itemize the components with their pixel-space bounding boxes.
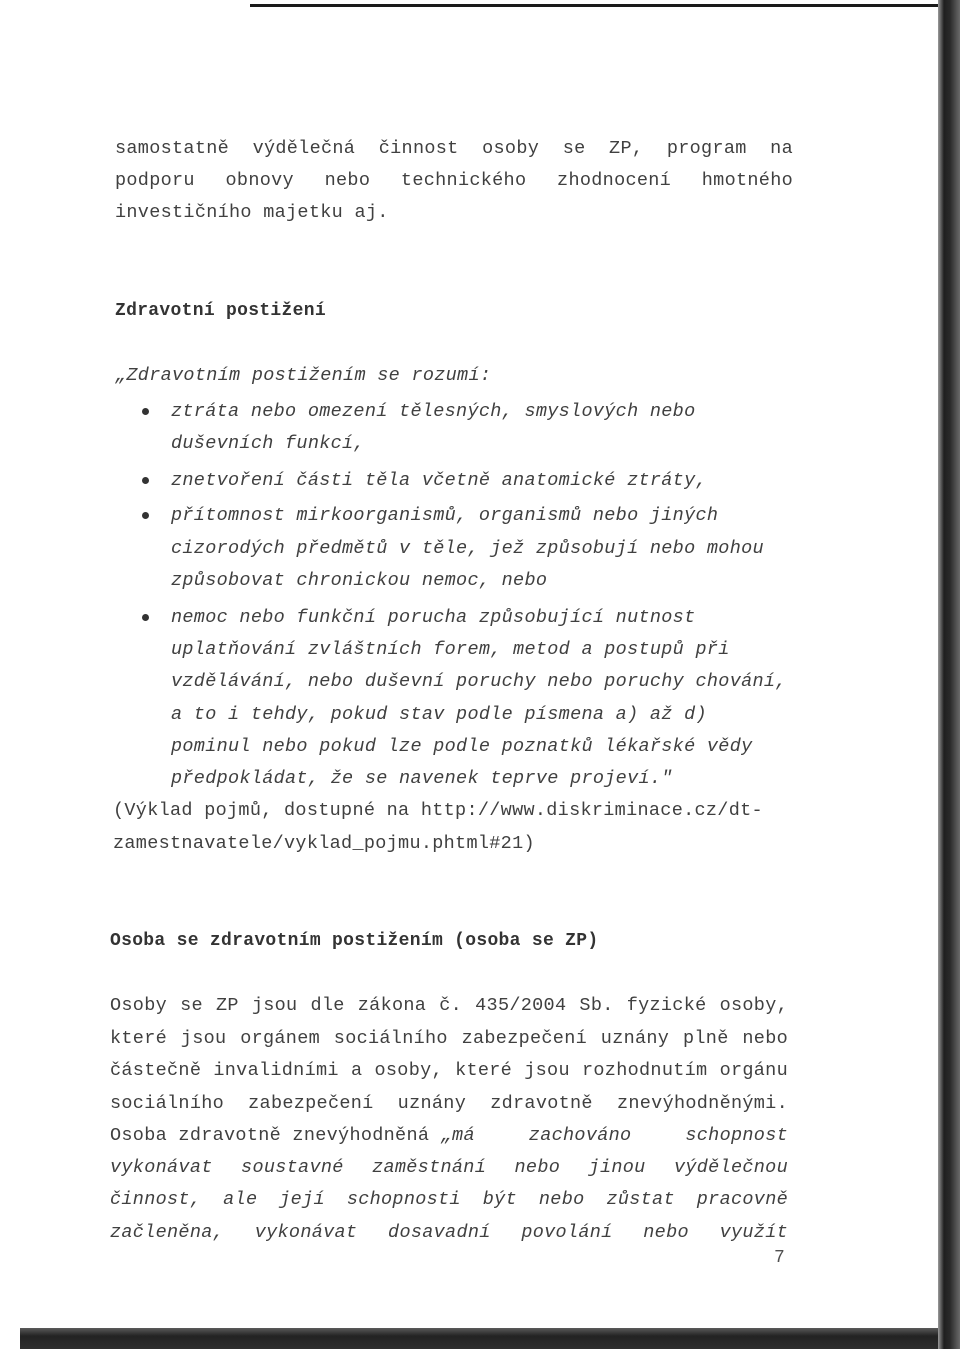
bullet-line: ztráta nebo omezení tělesných, smyslových nebo [171, 401, 696, 422]
paragraph-plain-text: Osoba zdravotně znevýhodněná [110, 1125, 441, 1146]
paragraph-line: Osoby se ZP jsou dle zákona č. 435/2004 Sb. fyzické osoby, [110, 995, 788, 1016]
bullet-marker [142, 614, 149, 621]
bullet-line: uplatňování zvláštních forem, metod a postupů při [171, 639, 730, 660]
paragraph-line: začleněna, vykonávat dosavadní povolání nebo využít [110, 1222, 788, 1243]
intro-line: samostatně výdělečná činnost osoby se ZP, program na [115, 138, 793, 159]
bullet-line: duševních funkcí, [171, 433, 365, 454]
scan-edge-bottom [20, 1328, 938, 1349]
bullet-marker [142, 512, 149, 519]
intro-line: podporu obnovy nebo technického zhodnocení hmotného [115, 170, 793, 191]
scan-edge-top [250, 4, 945, 7]
paragraph-line: částečně invalidními a osoby, které jsou rozhodnutím orgánu [110, 1060, 788, 1081]
bullet-line: přítomnost mirkoorganismů, organismů nebo jiných [171, 505, 719, 526]
paragraph-line: vykonávat soustavné zaměstnání nebo jinou výdělečnou [110, 1157, 788, 1178]
bullet-line: předpokládat, že se navenek teprve projeví." [171, 768, 673, 789]
paragraph-italic-text: „má zachováno schopnost [440, 1125, 788, 1146]
scan-edge-right [938, 0, 960, 1349]
bullet-line: vzdělávání, nebo duševní poruchy nebo poruchy chování, [171, 671, 787, 692]
bullet-marker [142, 477, 149, 484]
bullet-line: cizorodých předmětů v těle, jež způsobují nebo mohou [171, 538, 764, 559]
paragraph-line: činnost, ale její schopnosti být nebo zůstat pracovně [110, 1189, 788, 1210]
bullet-line: způsobovat chronickou nemoc, nebo [171, 570, 548, 591]
intro-line: investičního majetku aj. [115, 202, 389, 223]
section-heading: Osoba se zdravotním postižením (osoba se ZP) [110, 931, 599, 951]
paragraph-line [110, 1124, 788, 1148]
page-number: 7 [774, 1248, 785, 1268]
source-line: zamestnavatele/vyklad_pojmu.phtml#21) [113, 833, 535, 854]
source-line: (Výklad pojmů, dostupné na http://www.diskriminace.cz/dt- [113, 800, 763, 821]
paragraph-line: sociálního zabezpečení uznány zdravotně znevýhodněnými. [110, 1093, 788, 1114]
bullet-line: pominul nebo pokud lze podle poznatků lékařské vědy [171, 736, 753, 757]
bullet-marker [142, 408, 149, 415]
bullet-line: znetvoření části těla včetně anatomické ztráty, [171, 470, 707, 491]
quote-intro: „Zdravotním postižením se rozumí: [115, 365, 492, 386]
paragraph-line: které jsou orgánem sociálního zabezpečení uznány plně nebo [110, 1028, 788, 1049]
bullet-line: a to i tehdy, pokud stav podle písmena a) až d) [171, 704, 707, 725]
section-heading: Zdravotní postižení [115, 301, 326, 321]
bullet-line: nemoc nebo funkční porucha způsobující nutnost [171, 607, 696, 628]
